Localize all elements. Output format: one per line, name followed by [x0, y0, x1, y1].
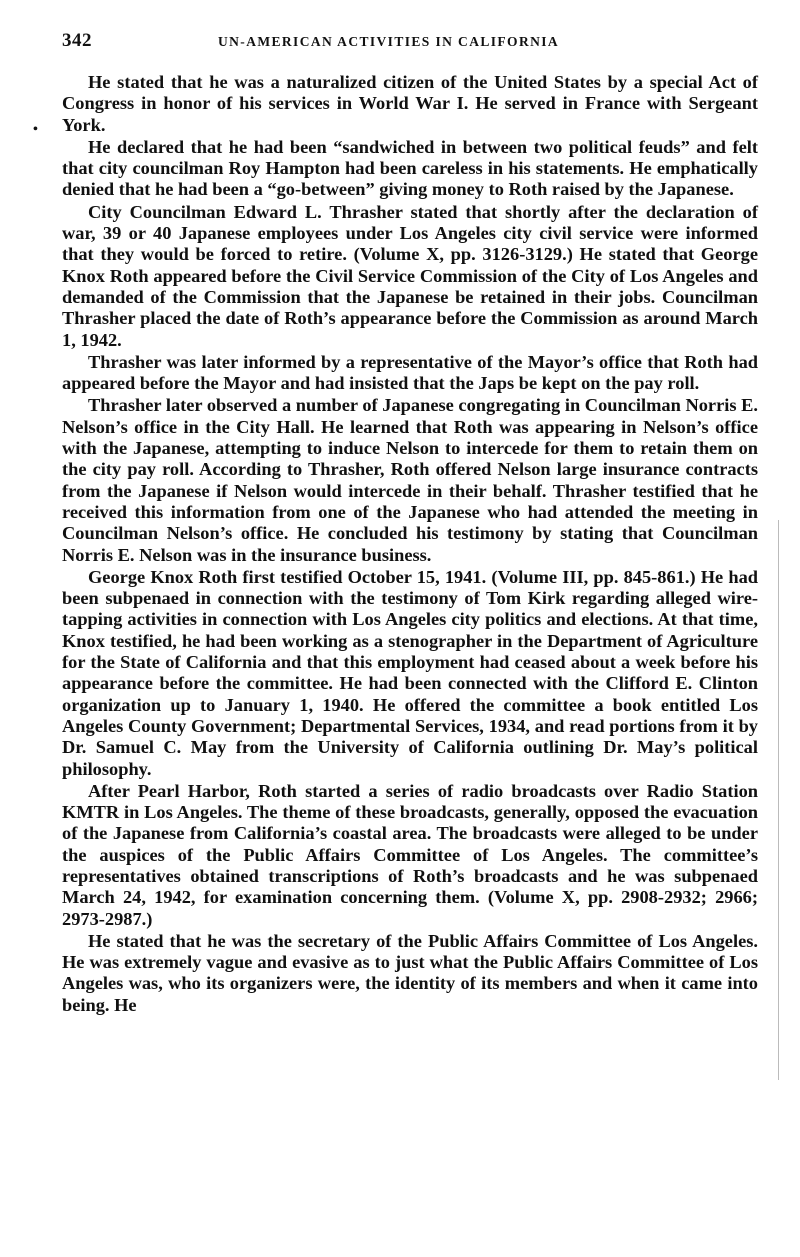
paragraph-6: George Knox Roth first testified October 15, 1941. (Volume III, pp. 845-861.) He had been subpenaed in connection with the testimony of Tom Kirk regarding alleged wire-tapping activities in connection with Los Angeles city politics and elections. At that time, Knox testified, he had been working as a stenographer in the Department of Agriculture for the State of California and that this employment had ceased about a week before his appearance before the committee. He had been connected with the Clifford E. Clinton organization up to January 1, 1940. He offered the committee a book entitled Los Angeles County Government; Departmental Services, 1934, and read portions from it by Dr. Samuel C. May from the University of California outlining Dr. May’s political philosophy.	[62, 566, 758, 779]
paragraph-3: City Councilman Edward L. Thrasher stated that shortly after the declaration of war, 39 or 40 Japanese employees under Los Angeles city civil service were informed that they would be forced to retire. (Volume X, pp. 3126-3129.) He stated that George Knox Roth appeared before the Civil Service Commission of the City of Los Angeles and demanded of the Commission that the Japanese be retained in their jobs. Councilman Thrasher placed the date of Roth’s appearance before the Commission as around March 1, 1942.	[62, 201, 758, 350]
paragraph-4: Thrasher was later informed by a representative of the Mayor’s office that Roth had appeared before the Mayor and had insisted that the Japs be kept on the pay roll.	[62, 351, 758, 394]
margin-mark: •	[33, 122, 38, 137]
running-head: UN-AMERICAN ACTIVITIES IN CALIFORNIA	[218, 34, 560, 49]
body-text	[62, 72, 758, 1016]
paragraph-8: He stated that he was the secretary of the Public Affairs Committee of Los Angeles. He was extremely vague and evasive as to just what the Public Affairs Committee of Los Angeles was, who its organizers were, the identity of its members and when it came into being. He	[62, 930, 758, 1015]
paragraph-5: Thrasher later observed a number of Japanese congregating in Councilman Norris E. Nelson’s office in the City Hall. He learned that Roth was appearing in Nelson’s office with the Japanese, attempting to induce Nelson to intercede for them to retain them on the city pay roll. According to Thrasher, Roth offered Nelson large insurance contracts from the Japanese if Nelson would intercede in their behalf. Thrasher testified that he received this information from one of the Japanese who had attended the meeting in Councilman Nelson’s office. He concluded his testimony by stating that Councilman Norris E. Nelson was in the insurance business.	[62, 395, 758, 565]
paragraph-7: After Pearl Harbor, Roth started a series of radio broadcasts over Radio Station KMTR in Los Angeles. The theme of these broadcasts, generally, opposed the evacuation of the Japanese from California’s coastal area. The broadcasts were alleged to be under the auspices of the Public Affairs Committee of Los Angeles. The committee’s representatives obtained transcriptions of Roth’s broadcasts and he was subpenaed March 24, 1942, for examination concerning them. (Volume X, pp. 2908-2932; 2966; 2973-2987.)	[62, 780, 758, 929]
paragraph-2: He declared that he had been “sandwiched in between two political feuds” and felt that city councilman Roy Hampton had been careless in his statements. He emphatically denied that he had been a “go-between” giving money to Roth raised by the Japanese.	[62, 136, 758, 200]
page-number: 342	[62, 30, 92, 51]
page-header	[62, 30, 762, 56]
paragraph-1: He stated that he was a naturalized citizen of the United States by a special Act of Congress in honor of his services in World War I. He served in France with Sergeant York.	[62, 72, 758, 135]
scan-edge-line	[778, 520, 779, 1080]
